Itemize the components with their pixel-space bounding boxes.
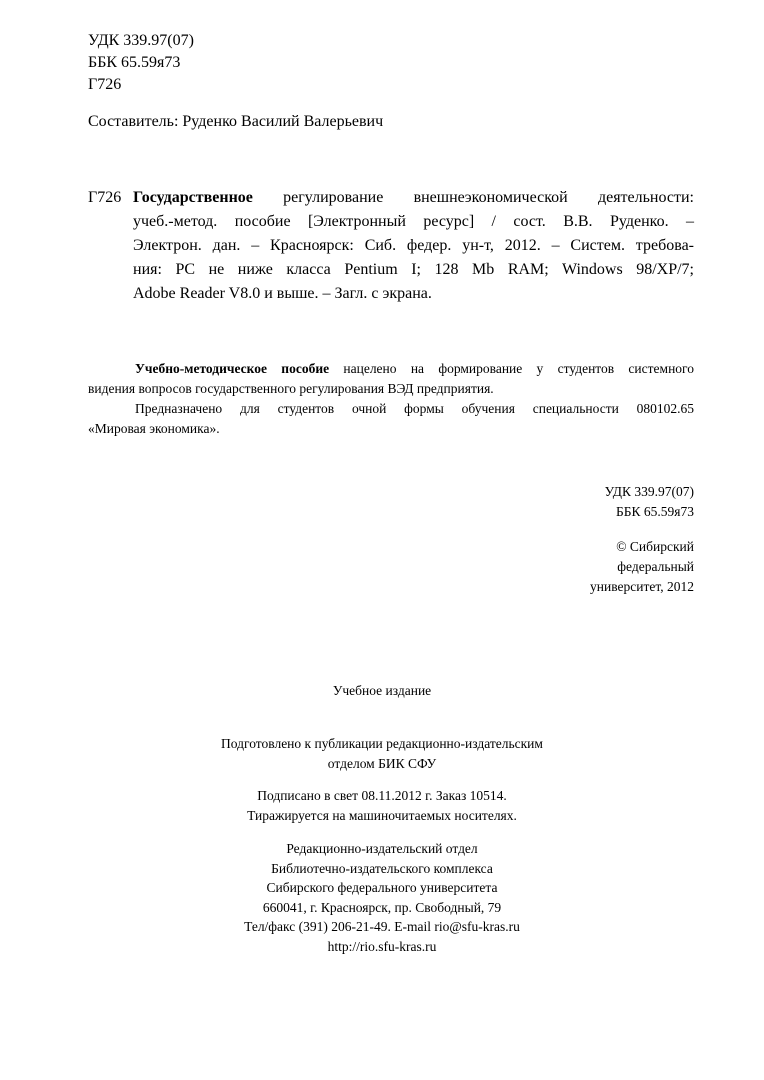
- prepared-line-1: Подготовлено к публикации редакционно-издательским: [221, 736, 543, 751]
- bbk-code: ББК 65.59я73: [88, 54, 181, 71]
- top-classification-codes: [88, 30, 194, 96]
- biblio-title-bold: Государственное: [133, 189, 253, 206]
- right-udc-code: УДК 339.97(07): [604, 484, 694, 499]
- publisher-contacts: Тел/факс (391) 206-21-49. E-mail rio@sfu-kras.ru: [244, 919, 520, 934]
- publisher-line-2: Библиотечно-издательского комплекса: [271, 860, 493, 876]
- udc-code: УДК 339.97(07): [88, 32, 194, 49]
- annotation-line-4: «Мировая экономика».: [88, 421, 220, 436]
- publisher-address: 660041, г. Красноярск, пр. Свободный, 79: [262, 899, 502, 915]
- annotation-line-1: [135, 359, 694, 379]
- publisher-website: http://rio.sfu-kras.ru: [327, 938, 437, 954]
- signed-line-2: Тиражируется на машиночитаемых носителях.: [247, 807, 517, 823]
- annotation-line-3: Предназначено для студентов очной формы обучения специальности 080102.65: [135, 401, 694, 416]
- publisher-info: [0, 839, 764, 956]
- annotation-line-2: видения вопросов государственного регулирования ВЭД предприятия.: [88, 381, 494, 396]
- right-bbk-code: ББК 65.59я73: [616, 504, 694, 519]
- biblio-line-1: [133, 186, 694, 210]
- copyright-notice: [590, 537, 694, 597]
- copyright-line-3: университет, 2012: [590, 579, 694, 594]
- signed-line-1: Подписано в свет 08.11.2012 г. Заказ 10514.: [257, 788, 507, 803]
- annotation-line-1-rest: нацелено на формирование у студентов системного: [329, 361, 695, 376]
- signed-for-publication: [0, 786, 764, 825]
- annotation-bold-lead: Учебно-методическое пособие: [135, 361, 330, 376]
- copyright-line-1: © Сибирский: [616, 539, 694, 554]
- publisher-line-3: Сибирского федерального университета: [266, 880, 498, 895]
- biblio-line-2: учеб.-метод. пособие [Электронный ресурс] / сост. В.В. Руденко. –: [133, 213, 694, 230]
- prepared-line-2: отделом БИК СФУ: [327, 755, 437, 771]
- biblio-author-mark: Г726: [88, 189, 122, 206]
- right-classification-codes: [605, 482, 694, 522]
- prepared-by: [0, 734, 764, 773]
- publisher-line-1: Редакционно-издательский отдел: [286, 841, 478, 856]
- biblio-line-4: ния: PC не ниже класса Pentium I; 128 Mb RAM; Windows 98/XP/7;: [133, 261, 694, 278]
- biblio-line-5: Adobe Reader V8.0 и выше. – Загл. с экрана.: [133, 285, 432, 302]
- biblio-title-rest: регулирование внешнеэкономической деятельности:: [283, 189, 694, 206]
- edition-type: Учебное издание: [332, 683, 432, 698]
- compiler-line: Составитель: Руденко Василий Валерьевич: [88, 113, 384, 130]
- author-mark: Г726: [88, 76, 122, 93]
- biblio-line-3: Электрон. дан. – Красноярск: Сиб. федер. ун-т, 2012. – Систем. требова-: [133, 237, 694, 254]
- copyright-line-2: федеральный: [617, 559, 694, 574]
